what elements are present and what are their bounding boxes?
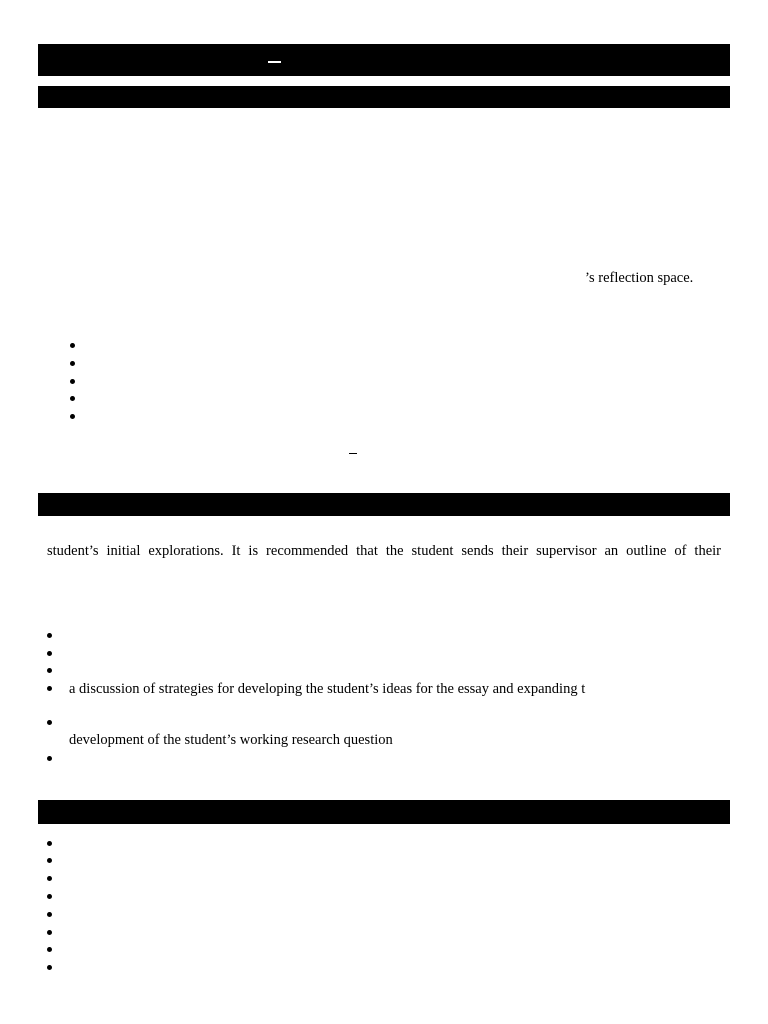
bullet-dot [47,894,52,899]
bullet-dot [70,414,75,419]
section-header-bar-1 [38,44,730,76]
bullet-dot [47,668,52,673]
bullet-dot [47,686,52,691]
bullet-dot [70,361,75,366]
bullet-dot [47,633,52,638]
bullet-dot [47,965,52,970]
bullet-dot [47,720,52,725]
bullet-dot [47,756,52,761]
bullet-dot [47,858,52,863]
bullet-text-research-question: development of the student’s working research question [69,732,393,748]
section-header-bar-4 [38,800,730,824]
bullet-dot [70,396,75,401]
bullet-dot [47,947,52,952]
inline-dash [349,453,357,454]
bullet-dot [47,876,52,881]
bullet-dot [47,930,52,935]
header-dash [268,61,281,63]
bullet-dot [47,841,52,846]
bullet-text-strategies: a discussion of strategies for developing the student’s ideas for the essay and expanding t [69,681,586,697]
bullet-dot [47,651,52,656]
section-header-bar-2 [38,86,730,108]
bullet-dot [70,379,75,384]
section-header-bar-3 [38,493,730,516]
bullet-dot [70,343,75,348]
bullet-dot [47,912,52,917]
reflection-space-text: ’s reflection space. [585,270,694,286]
paragraph-line: student’s initial explorations. It is recommended that the student sends their supervisor an outline of their [47,543,721,559]
